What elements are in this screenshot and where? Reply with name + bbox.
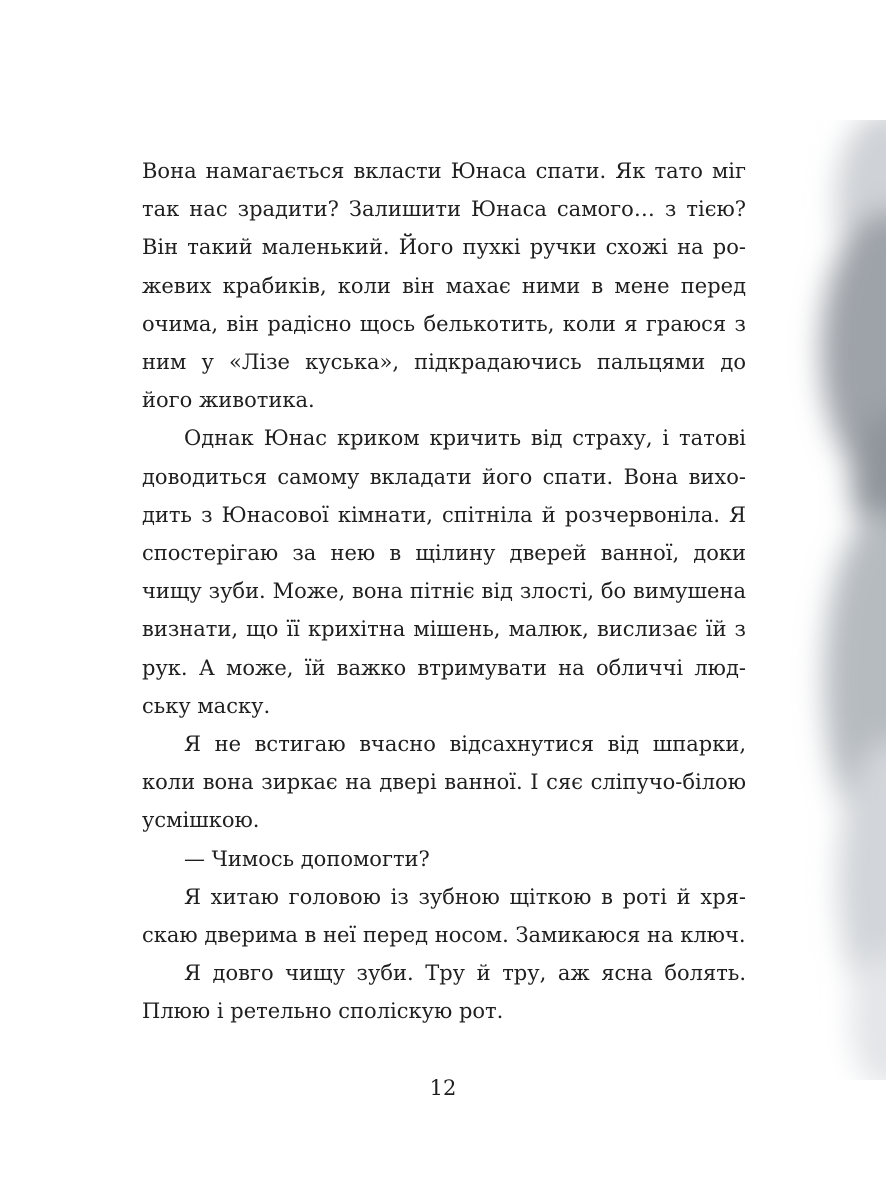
paragraph: Я хитаю головою із зубною щіткою в роті й хряскаю дверима в неї перед носом. Замикаюся на ключ.: [142, 884, 746, 948]
page-number: 12: [429, 1076, 457, 1100]
dialogue-line: — Чимось допомогти?: [184, 846, 430, 871]
paragraph: Однак Юнас криком кричить від страху, і татові доводиться самому вкладати його спати. Вона виходить з Юнасової кімнати, спітніла й розчервоніла. Я спостерігаю за нею в щілину дверей ванної, доки чищу зуби. Може, вона пітніє від злості, бо вимушена визнати, що її крихітна мішень, малюк, вислизає їй з рук. А може, їй важко втримувати на обличчі людську маску.: [142, 426, 746, 718]
paragraph: Вона намагається вкласти Юнаса спати. Як тато міг так нас зрадити? Залишити Юнаса самого… з тією? Він такий маленький. Його пухкі ручки схожі на рожевих крабиків, коли він махає ними в мене перед очима, він радісно щось белькотить, коли я граюся з ним у «Лізе куська», підкрадаючись пальцями до його животика.: [142, 159, 746, 413]
paragraph: Я довго чищу зуби. Тру й тру, аж ясна болять. Плюю і ретельно споліскую рот.: [142, 961, 746, 1024]
body-text: [142, 152, 746, 1031]
paragraph: Я не встигаю вчасно відсахнутися від шпарки, коли вона зиркає на двері ванної. І сяє сліпучо-білою усмішкою.: [142, 732, 746, 833]
page-edge-shadow: [766, 120, 886, 1080]
